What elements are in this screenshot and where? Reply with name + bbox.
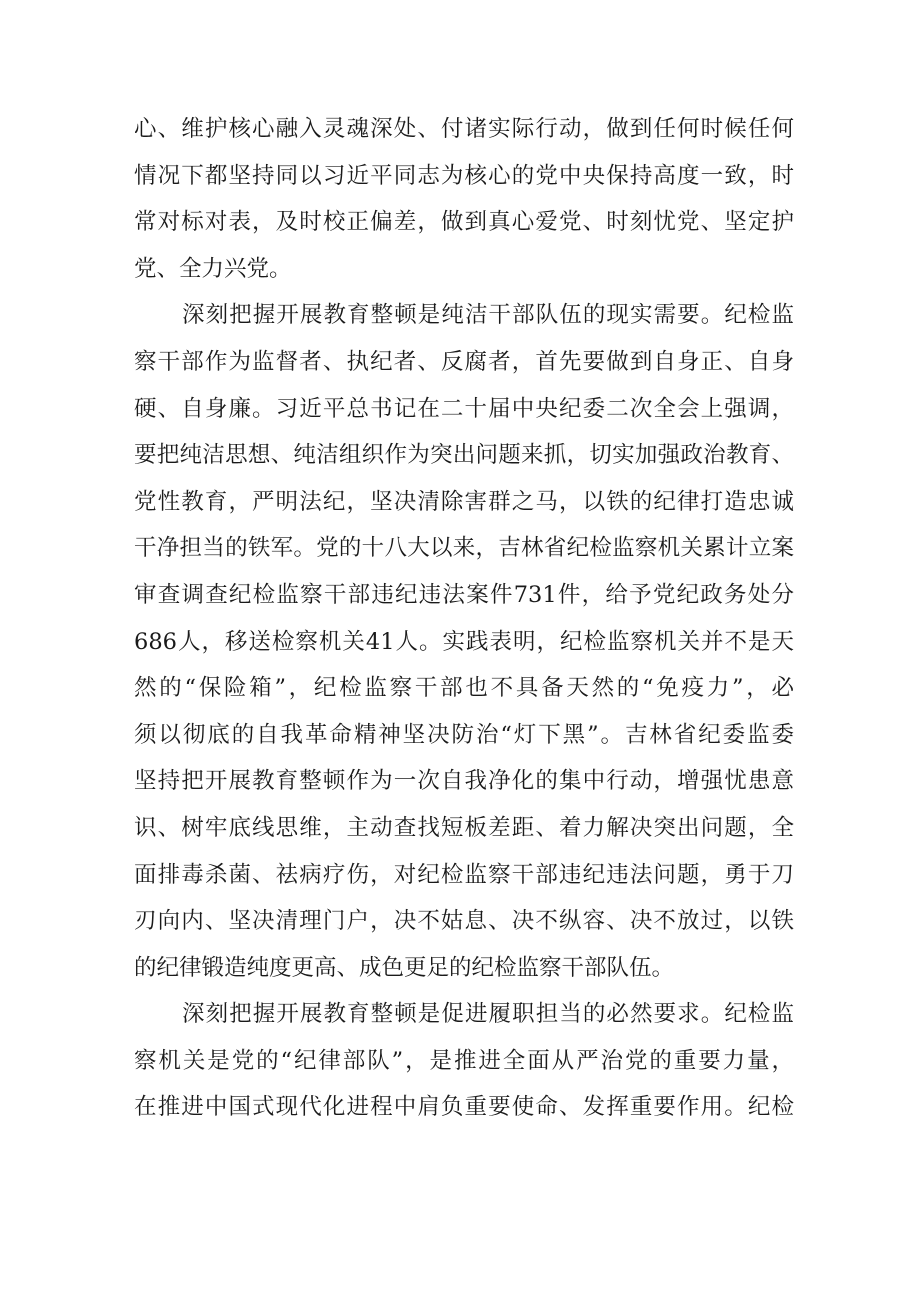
text-line: 坚持把开展教育整顿作为一次自我净化的集中行动，增强忧患意 [134, 768, 794, 795]
paragraph [134, 991, 794, 1131]
text-line: 然的“保险箱”，纪检监察干部也不具备天然的“免疫力”，必 [134, 675, 794, 702]
text-line: 党性教育，严明法纪，坚决清除害群之马，以铁的纪律打造忠诚 [134, 488, 794, 515]
text-line: 审查调查纪检监察干部违纪违法案件731件，给予党纪政务处分 [134, 581, 794, 608]
text-line: 硬、自身廉。习近平总书记在二十届中央纪委二次全会上强调， [134, 395, 794, 422]
text-line: 的纪律锻造纯度更高、成色更足的纪检监察干部队伍。 [134, 954, 675, 981]
text-line: 深刻把握开展教育整顿是促进履职担当的必然要求。纪检监 [182, 1001, 794, 1028]
text-line: 识、树牢底线思维，主动查找短板差距、着力解决突出问题，全 [134, 814, 794, 841]
text-line: 面排毒杀菌、祛病疗伤，对纪检监察干部违纪违法问题，勇于刀 [134, 861, 794, 888]
document-body [134, 106, 794, 1131]
text-line: 常对标对表，及时校正偏差，做到真心爱党、时刻忧党、坚定护 [134, 209, 794, 236]
text-line: 在推进中国式现代化进程中肩负重要使命、发挥重要作用。纪检 [134, 1094, 794, 1121]
text-line: 察机关是党的“纪律部队”，是推进全面从严治党的重要力量， [134, 1047, 794, 1074]
paragraph [134, 292, 794, 991]
text-line: 察干部作为监督者、执纪者、反腐者，首先要做到自身正、自身 [134, 348, 794, 375]
text-line: 深刻把握开展教育整顿是纯洁干部队伍的现实需要。纪检监 [182, 302, 794, 329]
text-line: 须以彻底的自我革命精神坚决防治“灯下黑”。吉林省纪委监委 [134, 721, 794, 748]
text-line: 干净担当的铁军。党的十八大以来，吉林省纪检监察机关累计立案 [134, 535, 794, 562]
text-line: 心、维护核心融入灵魂深处、付诸实际行动，做到任何时候任何 [134, 116, 794, 142]
text-line: 情况下都坚持同以习近平同志为核心的党中央保持高度一致，时 [134, 162, 794, 189]
text-line: 要把纯洁思想、纯洁组织作为突出问题来抓，切实加强政治教育、 [134, 442, 794, 469]
text-line: 刃向内、坚决清理门户，决不姑息、决不纵容、决不放过，以铁 [134, 908, 794, 935]
paragraph [134, 106, 794, 292]
text-line: 党、全力兴党。 [134, 255, 292, 282]
text-line: 686人，移送检察机关41人。实践表明，纪检监察机关并不是天 [134, 628, 794, 655]
